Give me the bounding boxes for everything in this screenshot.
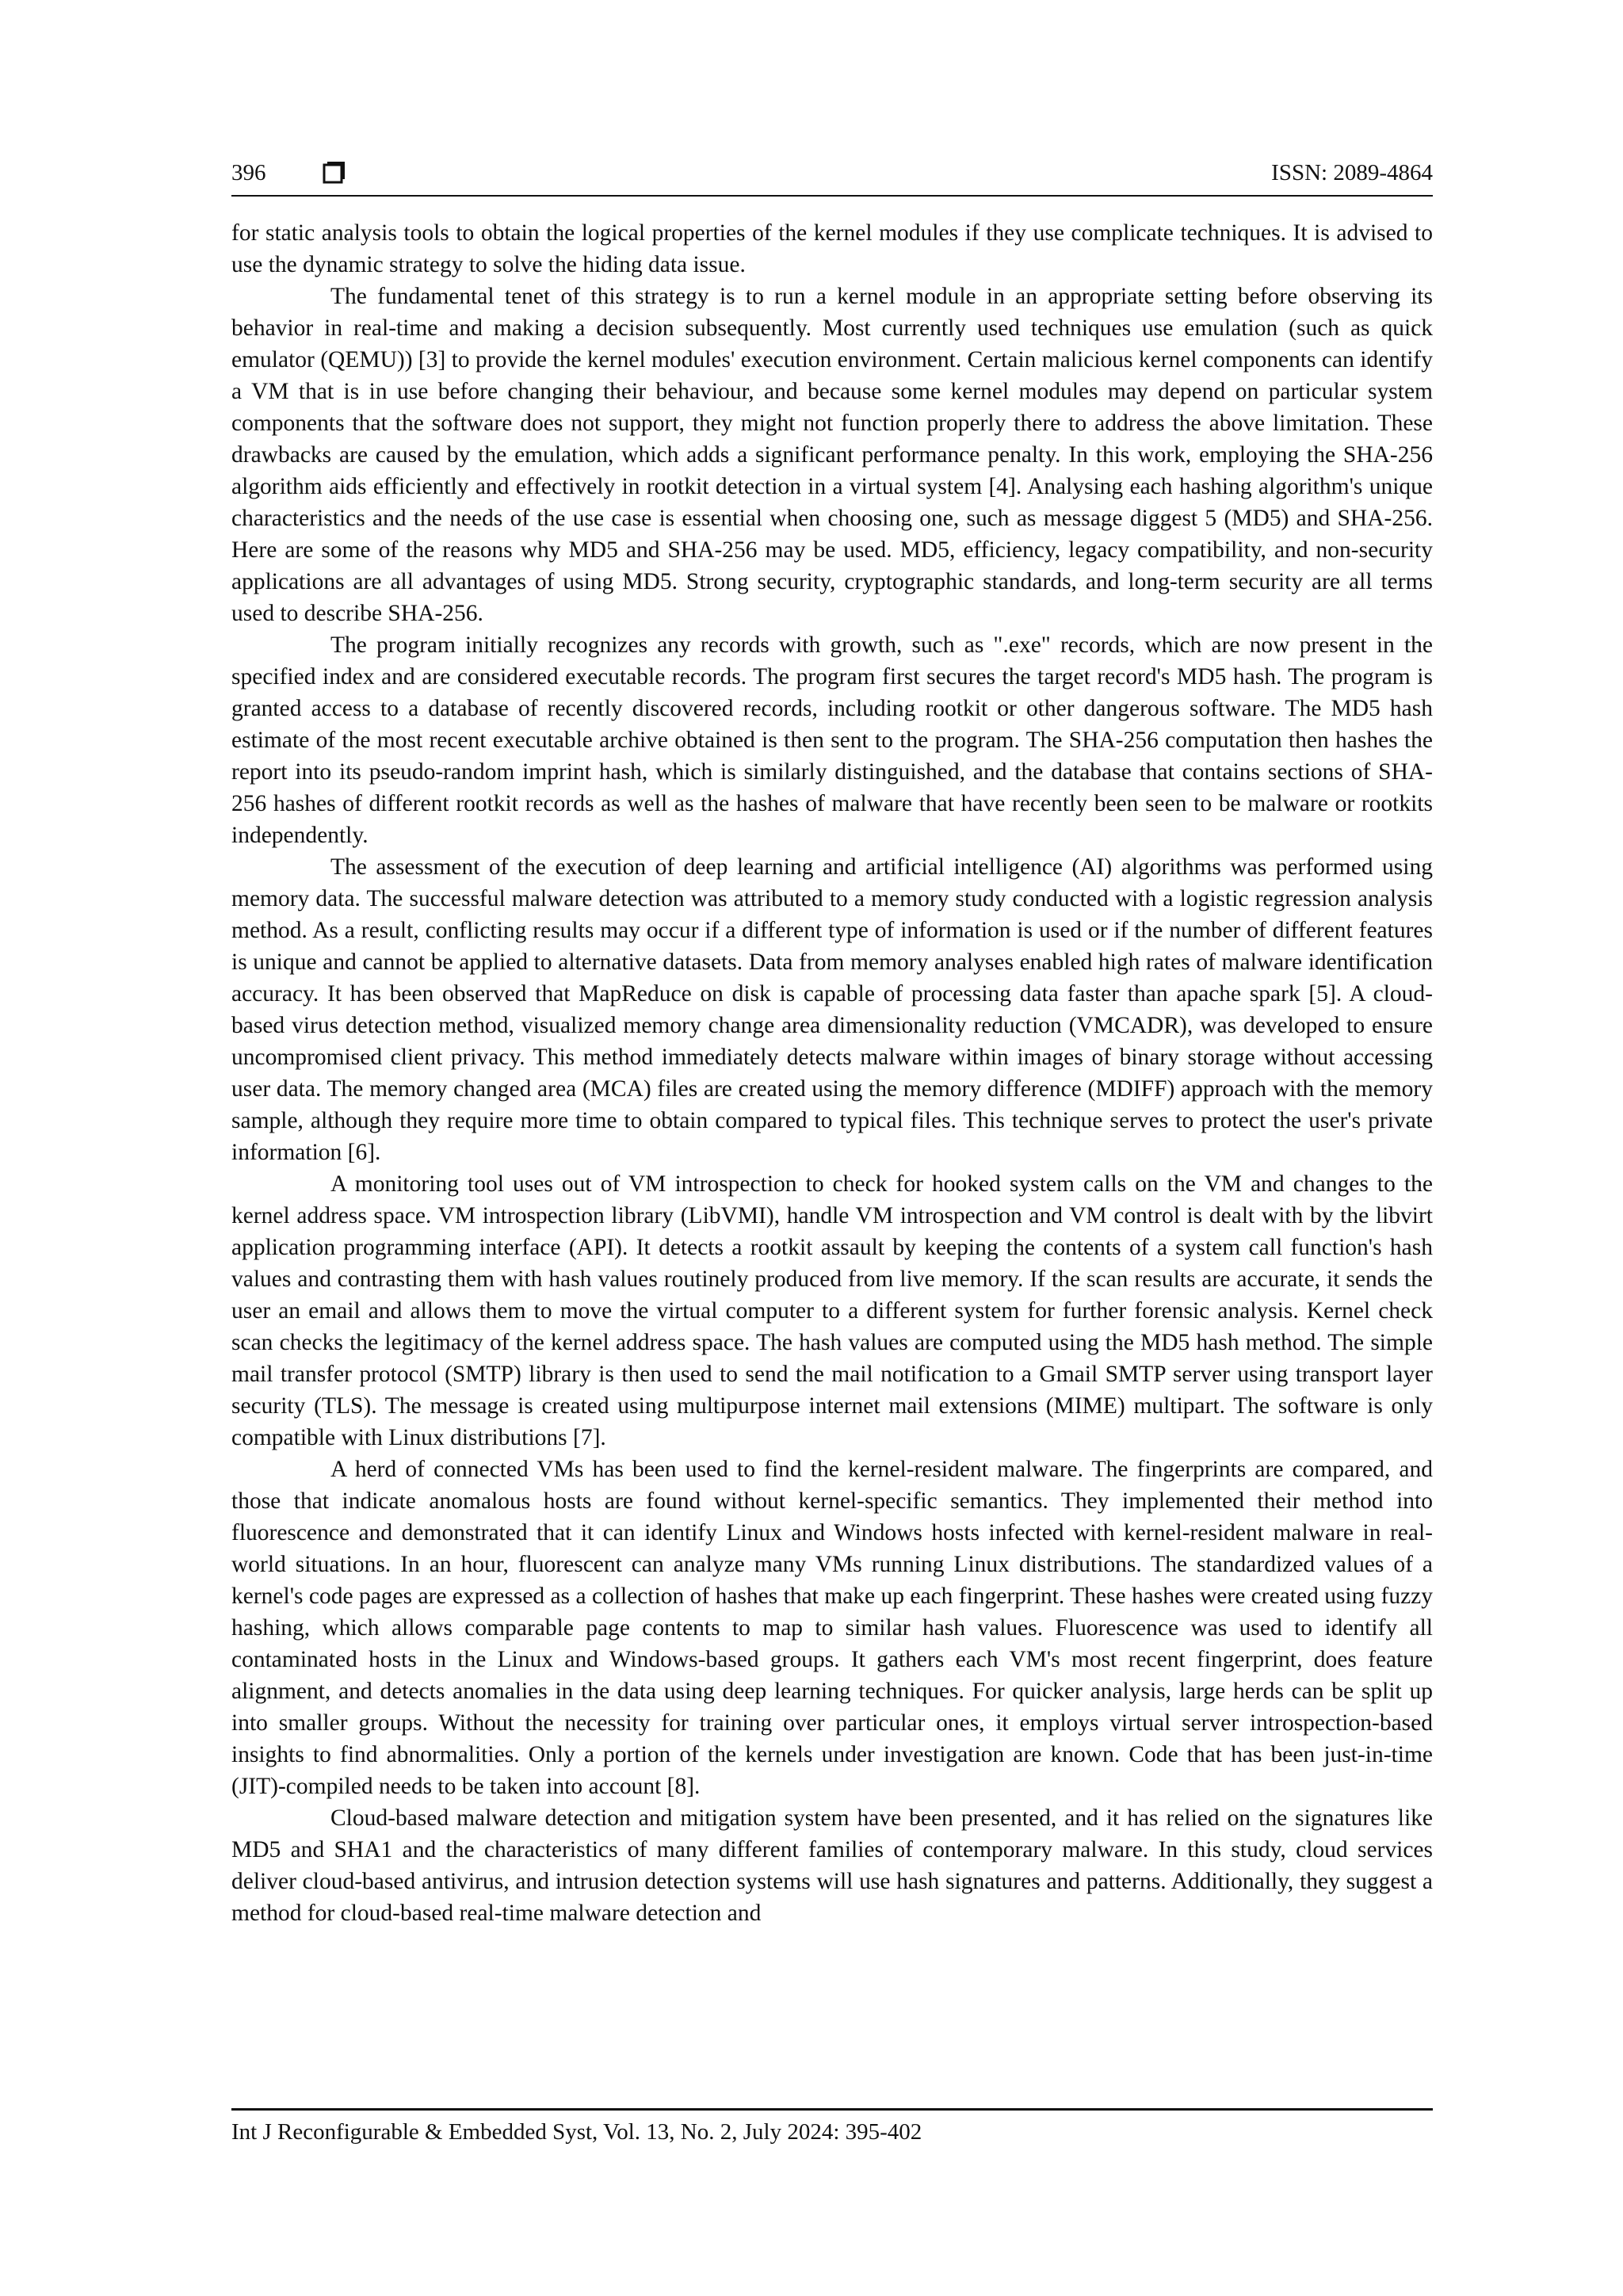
hollow-square-icon (323, 160, 346, 184)
body-paragraph: Cloud-based malware detection and mitigation system have been presented, and it has relied on the signatures like MD5 and SHA1 and the characteristics of many different families of contemporary malware. In this study, cloud services deliver cloud-based antivirus, and intrusion detection systems will use hash signatures and patterns. Additionally, they suggest a method for cloud-based real-time malware detection and (231, 1805, 1433, 1926)
body-paragraph: A herd of connected VMs has been used to find the kernel-resident malware. The fingerprints are compared, and those that indicate anomalous hosts are found without kernel-specific semantics. They implemented their method into fluorescence and demonstrated that it can identify Linux and Windows hosts infected with kernel-resident malware in real-world situations. In an hour, fluorescent can analyze many VMs running Linux distributions. The standardized values of a kernel's code pages are expressed as a collection of hashes that make up each fingerprint. These hashes were created using fuzzy hashing, which allows comparable page contents to map to similar hash values. Fluorescence was used to identify all contaminated hosts in the Linux and Windows-based groups. It gathers each VM's most recent fingerprint, does feature alignment, and detects anomalies in the data using deep learning techniques. For quicker analysis, large herds can be split up into smaller groups. Without the necessity for training over particular ones, it employs virtual server introspection-based insights to find abnormalities. Only a portion of the kernels under investigation are known. Code that has been just-in-time (JIT)-compiled needs to be taken into account [8]. (231, 1457, 1434, 1799)
issn: ISSN: 2089-4864 (1271, 160, 1433, 185)
body-paragraph: The assessment of the execution of deep learning and artificial intelligence (AI) algorithms was performed using memory data. The successful malware detection was attributed to a memory study conducted with a logistic regression analysis method. As a result, conflicting results may occur if a different type of information is used or if the number of different features is unique and cannot be applied to alternative datasets. Data from memory analyses enabled high rates of malware identification accuracy. It has been observed that MapReduce on disk is capable of processing data faster than apache spark [5]. A cloud-based virus detection method, visualized memory change area dimensionality reduction (VMCADR), was developed to ensure uncompromised client privacy. This method immediately detects malware within images of binary storage without accessing user data. The memory changed area (MCA) files are created using the memory difference (MDIFF) approach with the memory sample, although they require more time to obtain compared to typical files. This technique serves to protect the user's private information [6]. (231, 854, 1433, 1165)
footer-divider (231, 2108, 1433, 2111)
body-paragraph: The program initially recognizes any records with growth, such as ".exe" records, which are now present in the specified index and are considered executable records. The program first secures the target record's MD5 hash. The program is granted access to a database of recently discovered records, including rootkit or other dangerous software. The MD5 hash estimate of the most recent executable archive obtained is then sent to the program. The SHA-256 computation then hashes the report into its pseudo-random imprint hash, which is similarly distinguished, and the database that contains sections of SHA-256 hashes of different rootkit records as well as the hashes of malware that have recently been seen to be malware or rootkits independently. (231, 632, 1433, 848)
journal-citation: Int J Reconfigurable & Embedded Syst, Vol. 13, No. 2, July 2024: 395-402 (231, 2119, 922, 2145)
article-body (231, 217, 1433, 1929)
body-paragraph: for static analysis tools to obtain the logical properties of the kernel modules if they use complicate techniques. It is advised to use the dynamic strategy to solve the hiding data issue. (231, 220, 1433, 277)
body-paragraph: A monitoring tool uses out of VM introspection to check for hooked system calls on the VM and changes to the kernel address space. VM introspection library (LibVMI), handle VM introspection and VM control is dealt with by the libvirt application programming interface (API). It detects a rootkit assault by keeping the contents of a system call function's hash values and contrasting them with hash values routinely produced from live memory. If the scan results are accurate, it sends the user an email and allows them to move the virtual computer to a different system for further forensic analysis. Kernel check scan checks the legitimacy of the kernel address space. The hash values are computed using the MD5 hash method. The simple mail transfer protocol (SMTP) library is then used to send the mail notification to a Gmail SMTP server using transport layer security (TLS). The message is created using multipurpose internet mail extensions (MIME) multipart. The software is only compatible with Linux distributions [7]. (231, 1171, 1433, 1450)
page-number: 396 (231, 160, 266, 185)
header-divider (231, 195, 1433, 197)
page-header (231, 155, 1433, 190)
body-paragraph: The fundamental tenet of this strategy is to run a kernel module in an appropriate setting before observing its behavior in real-time and making a decision subsequently. Most currently used techniques use emulation (such as quick emulator (QEMU)) [3] to provide the kernel modules' execution environment. Certain malicious kernel components can identify a VM that is in use before changing their behaviour, and because some kernel modules may depend on particular system components that the software does not support, they might not function properly there to address the above limitation. These drawbacks are caused by the emulation, which adds a significant performance penalty. In this work, employing the SHA-256 algorithm aids efficiently and effectively in rootkit detection in a virtual system [4]. Analysing each hashing algorithm's unique characteristics and the needs of the use case is essential when choosing one, such as message diggest 5 (MD5) and SHA-256. Here are some of the reasons why MD5 and SHA-256 may be used. MD5, efficiency, legacy compatibility, and non-security applications are all advantages of using MD5. Strong security, cryptographic standards, and long-term security are all terms used to describe SHA-256. (231, 284, 1433, 626)
